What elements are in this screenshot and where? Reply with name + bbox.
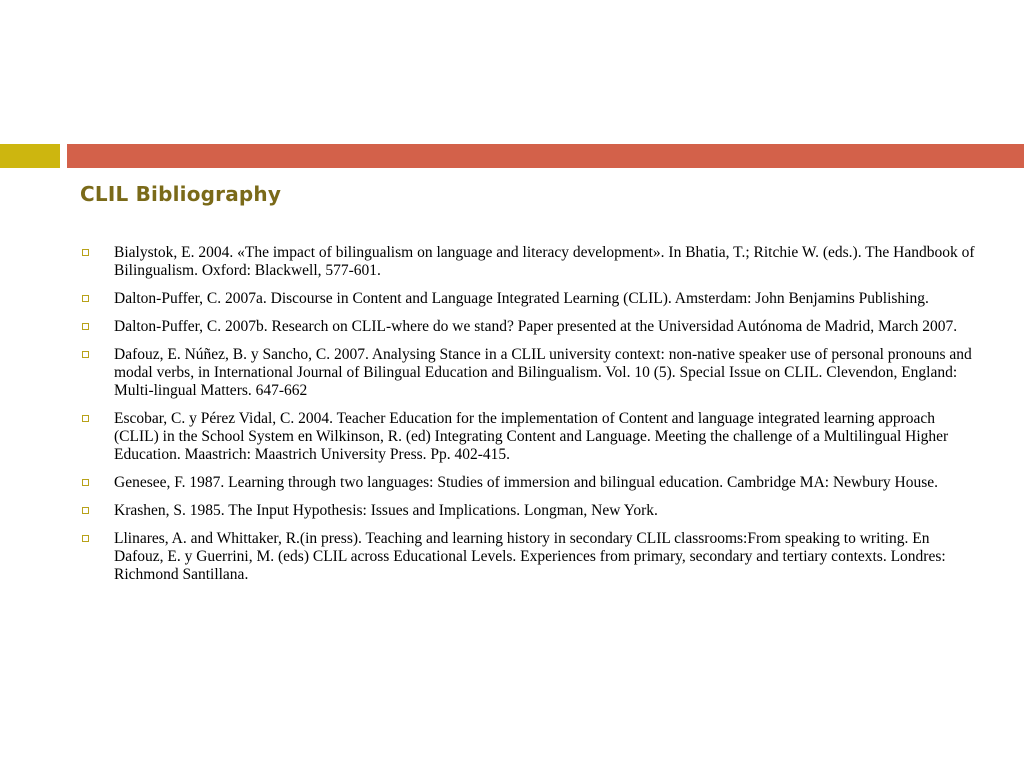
reference-text: Genesee, F. 1987. Learning through two languages: Studies of immersion and bilingual education. Cambridge MA: Newbury House. [114, 474, 938, 491]
accent-bar-left [0, 144, 60, 168]
reference-text: Dalton-Puffer, C. 2007a. Discourse in Content and Language Integrated Learning (CLIL). Amsterdam: John Benjamins Publishing. [114, 290, 929, 307]
hollow-square-bullet-icon [82, 323, 89, 330]
hollow-square-bullet-icon [82, 295, 89, 302]
slide-title: CLIL Bibliography [80, 182, 282, 206]
reference-text: Dafouz, E. Núñez, B. y Sancho, C. 2007. Analysing Stance in a CLIL university context: non-native speaker use of personal pronouns and modal verbs, in International Journal of Bilingual Education and Bilingualism. Vol. 10 (5). Special Issue on CLIL. Clevendon, England: Multi-lingual Matters. 647-662 [114, 346, 972, 399]
reference-item [80, 474, 980, 492]
hollow-square-bullet-icon [82, 479, 89, 486]
reference-text: Dalton-Puffer, C. 2007b. Research on CLIL-where do we stand? Paper presented at the Universidad Autónoma de Madrid, March 2007. [114, 318, 958, 335]
reference-item [80, 530, 980, 584]
hollow-square-bullet-icon [82, 249, 89, 256]
accent-bar-right [67, 144, 1024, 168]
reference-list [80, 244, 980, 594]
hollow-square-bullet-icon [82, 351, 89, 358]
hollow-square-bullet-icon [82, 535, 89, 542]
reference-item [80, 502, 980, 520]
reference-text: Llinares, A. and Whittaker, R.(in press). Teaching and learning history in secondary CLIL classrooms:From speaking to writing. En Dafouz, E. y Guerrini, M. (eds) CLIL across Educational Levels. Experiences from primary, secondary and tertiary contexts. Londres: Richmond Santillana. [114, 530, 946, 583]
reference-item [80, 410, 980, 464]
reference-item [80, 290, 980, 308]
reference-item [80, 318, 980, 336]
reference-text: Escobar, C. y Pérez Vidal, C. 2004. Teacher Education for the implementation of Content and language integrated learning approach (CLIL) in the School System en Wilkinson, R. (ed) Integrating Content and Language. Meeting the challenge of a Multilingual Higher Education. Maastrich: Maastrich University Press. Pp. 402-415. [114, 410, 949, 463]
reference-text: Krashen, S. 1985. The Input Hypothesis: Issues and Implications. Longman, New York. [114, 502, 658, 519]
reference-item [80, 244, 980, 280]
reference-item [80, 346, 980, 400]
hollow-square-bullet-icon [82, 415, 89, 422]
hollow-square-bullet-icon [82, 507, 89, 514]
reference-text: Bialystok, E. 2004. «The impact of bilingualism on language and literacy development». In Bhatia, T.; Ritchie W. (eds.). The Handbook of Bilingualism. Oxford: Blackwell, 577-601. [114, 244, 975, 279]
